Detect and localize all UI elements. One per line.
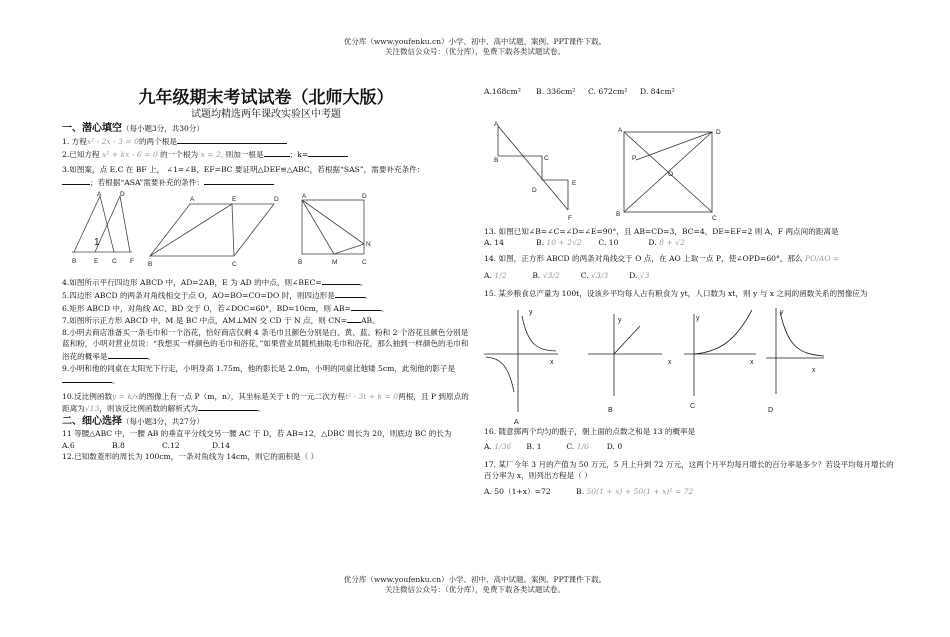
question-11: 11 等腰△ABC 中，一腰 AB 的垂直平分线交另一腰 AC 于 D，若 AB=12，△DBC 周长为 20，则底边 BC 的长为 [62, 428, 452, 438]
question-7: 7.如图所示正方形 ABCD 中，M 是 BC 中点，AM⊥MN 交 CD 于 N 点，则 CN= AB。 [62, 316, 380, 326]
label-D: D [120, 191, 125, 199]
question-1: 1. 方程x² - 2x - 3 = 0的两个根是 [62, 135, 470, 148]
question-3: 3.如图案，点 E,C 在 BF 上， ∠1=∠B，EF=BC 要证明△DEF≌△ABC，若根据“SAS”，需要补充条件： ；若根据“ASA”需要补充的条件： [62, 165, 425, 187]
parallelogram-figure [150, 204, 274, 256]
question-8: 8.小明去商店准备买一条毛巾和一个浴花，恰好商店仅剩 4 条毛巾且颜色分别是白、黄、蓝、粉和 2 个浴花且颜色分别是蓝和粉，小明对营业员说：“我想买一样颜色的毛巾和浴花，”如果营业员随机抽取毛巾和浴花，那么抽到一样颜色的毛巾和浴花的概率是 。 [62, 327, 469, 361]
label-C: C [362, 259, 367, 267]
question-12-options [484, 86, 896, 98]
question-12: 12.已知数菱形的周长为 100cm，一条对角线为 14cm，则它的面积是（ ） [62, 452, 319, 462]
label-A: A [190, 196, 195, 204]
option-b: B.8 [112, 440, 125, 450]
question-16: 16. 随意掷两个均匀的骰子，朝上面的点数之和是 13 的概率是 [484, 426, 696, 436]
question-14: 14. 如图，正方形 ABCD 的两条对角线交于 O 点，在 AO 上取一点 P，使∠OPD=60°，那么 PO/AO = [484, 253, 840, 263]
label-A: A [494, 120, 499, 128]
graph-c-y-label: y [696, 314, 700, 322]
graph-d [766, 308, 824, 394]
label-C: C [544, 154, 549, 162]
section-1-heading: 一、潜心填空（每小题3分，共30分） [62, 123, 204, 134]
angle-1-label: 1 [94, 237, 100, 249]
label-A: A [618, 126, 623, 134]
exam-title: 九年级期末考试试卷（北师大版） [138, 88, 394, 107]
footer-line-2: 关注微信公众号：（优分库），免费下载各类试题试卷。 [385, 585, 565, 594]
label-M: M [332, 259, 338, 267]
triangles-figure [72, 196, 132, 252]
option-b: B. 336cm² [536, 87, 576, 96]
exam-subtitle: 试题均精选两年课改实验区中考题 [191, 109, 341, 120]
figure-q15-graphs [484, 300, 896, 426]
label-D: D [532, 186, 537, 194]
question-15: 15. 某乡粮食总产量为 100t，设该乡平均每人占有粮食为 yt，人口数为 xt，则 y 与 x 之间的函数关系的图像应为 [484, 288, 868, 298]
graph-c [684, 310, 756, 396]
section-2-note: （每小题3分，共27分） [122, 416, 204, 426]
graph-d-caption: D [768, 406, 774, 414]
label-N: N [366, 241, 371, 249]
page-footer [0, 575, 950, 595]
graph-c-x-label: x [750, 358, 754, 366]
label-B: B [298, 259, 303, 267]
option-d: D. 84cm² [640, 87, 675, 96]
option-a: A.168cm² [484, 87, 521, 96]
label-C: C [232, 261, 237, 269]
figures-q13-q14 [484, 98, 896, 226]
label-C: C [712, 214, 717, 222]
graph-b [588, 314, 662, 396]
question-11-options [62, 440, 470, 452]
graph-a-y-label: y [529, 308, 533, 316]
section-2-heading: 二、细心选择（每小题3分，共27分） [62, 415, 204, 427]
option-d: D.14 [212, 440, 230, 450]
label-A: A [97, 191, 102, 199]
label-O: O [668, 170, 674, 178]
graph-a [484, 310, 558, 412]
left-column [62, 86, 470, 463]
graph-b-x-label: x [668, 358, 672, 366]
question-4: 4.如图所示平行四边形 ABCD 中，AD=2AB，E 为 AD 的中点，则∠BEC= 。 [62, 278, 368, 288]
graph-c-caption: C [690, 402, 696, 410]
label-F: F [568, 214, 572, 222]
figures-q3-q4-q7 [62, 190, 470, 276]
footer-line-1: 优分库（www.youfenku.cn）小学、初中、高中试题、案例、PPT课件下载。 [343, 575, 607, 584]
graph-b-y-label: y [618, 316, 622, 324]
question-13: 13. 如图已知∠B=∠C=∠D=∠E=90°，且 AB=CD=3，BC=4，DE=EF=2 则 A，F 两点间的距离是 [484, 226, 839, 236]
question-17-options: A. 50（1+x）=72 B. 50(1 + x) + 50(1 + x)² = 72 [484, 486, 694, 496]
label-D: D [362, 193, 367, 201]
label-B: B [148, 261, 153, 269]
label-B: B [72, 258, 77, 266]
square-figure [302, 200, 364, 254]
header-line-1: 优分库（www.youfenku.cn）小学、初中、高中试题、案例、PPT课件下载。 [343, 37, 607, 46]
graph-a-caption: A [514, 418, 519, 426]
question-14-options: A. 1/2 B. √3/2 C. √3/3 D. √3 [484, 271, 650, 281]
page-header [0, 37, 950, 57]
label-P: P [632, 154, 637, 162]
graph-b-caption: B [608, 406, 613, 414]
zigzag-figure [498, 126, 568, 210]
question-6: 6.矩形 ABCD 中，对角线 AC、BD 交于 O，若∠DOC=60°，BD=10cm，则 AB= 。 [62, 303, 389, 313]
question-5: 5.四边形 ABCD 的两条对角线相交于点 O，AO=BO=CO=DO 时，则四边形是 。 [62, 290, 373, 300]
label-C: C [112, 258, 117, 266]
label-F: F [130, 258, 134, 266]
graph-d-x-label: x [812, 366, 816, 374]
option-c: C. 672cm² [588, 87, 628, 96]
label-B: B [616, 210, 621, 218]
graph-a-x-label: x [550, 358, 554, 366]
label-E: E [572, 179, 577, 187]
question-2: 2.已知方程 x² + kx - 6 = 0 的一个根为 x = 2, 则加一根是 ；k= [62, 148, 470, 161]
question-16-options: A. 1/36 B. 1 C. 1/6 D. 0 [484, 442, 623, 452]
header-line-2: 关注微信公众号：（优分库），免费下载各类试题试卷。 [385, 47, 565, 56]
right-column [484, 86, 896, 498]
option-c: C.12 [162, 440, 180, 450]
label-E: E [94, 258, 99, 266]
question-10: 10.反比例函数y = k/x的图像上有一点 P（m，n），其坐标是关于 t 的一元二次方程t² - 3t + k = 0两根，且 P 到原点的距离为√13，则该反比例函数的解析式为 。 [62, 391, 469, 414]
question-17: 17. 某厂今年 3 月的产值为 50 万元，5 月上升到 72 万元，这两个月平均每月增长的百分率是多少？若设平均每月增长的百分率为 x，则列出方程是（ ） [484, 459, 894, 481]
question-13-options: A. 14 B. 10 + 2√2 C. 10 D. 8 + √2 [484, 238, 685, 248]
label-D: D [716, 128, 721, 136]
question-9: 9.小明和他的同桌在太阳光下行走，小明身高 1.75m，他的影长是 2.0m，小明的同桌比他矮 5cm，此刻他的影子是。 [62, 363, 456, 386]
label-E: E [232, 196, 237, 204]
label-D: D [274, 196, 279, 204]
option-a: A.6 [62, 440, 75, 450]
label-B: B [494, 156, 499, 164]
graph-d-y-label: y [780, 308, 784, 316]
label-A: A [302, 193, 307, 201]
section-1-note: （每小题3分，共30分） [122, 124, 204, 133]
